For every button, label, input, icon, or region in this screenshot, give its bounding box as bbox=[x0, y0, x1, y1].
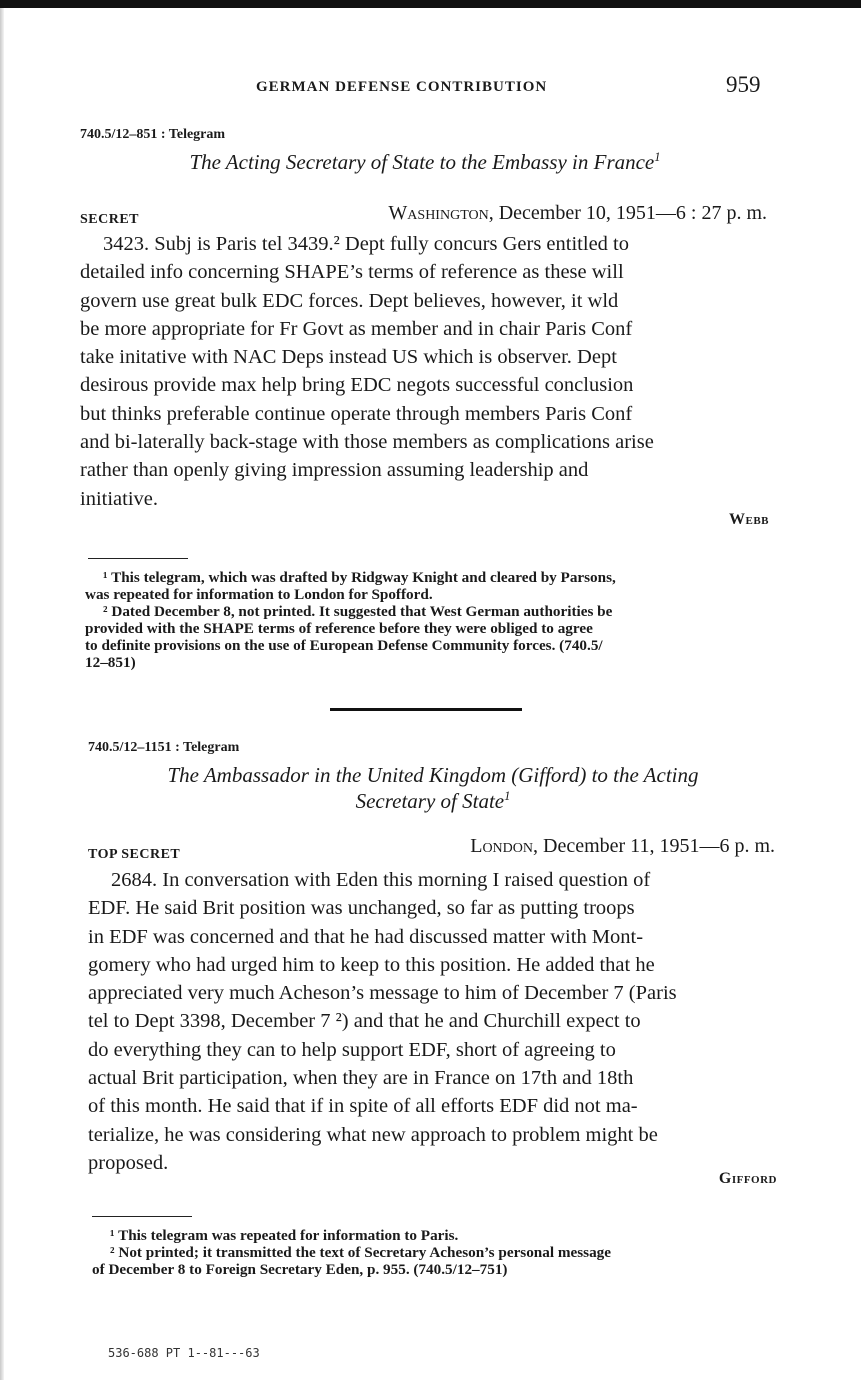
doc1-footnote-line: ¹ This telegram, which was drafted by Ridgway Knight and cleared by Parsons, bbox=[103, 569, 616, 586]
doc1-footnote-line: ² Dated December 8, not printed. It suggested that West German authorities be bbox=[103, 603, 613, 620]
doc2-body-line: actual Brit participation, when they are in France on 17th and 18th bbox=[88, 1067, 634, 1090]
doc1-title bbox=[80, 149, 770, 175]
doc2-title bbox=[88, 762, 778, 814]
doc1-body-line: but thinks preferable continue operate through members Paris Conf bbox=[80, 402, 633, 425]
doc2-title-line2 bbox=[88, 788, 778, 814]
doc1-dateline bbox=[388, 202, 767, 225]
doc2-dateline bbox=[470, 835, 775, 858]
scan-left-edge bbox=[0, 8, 4, 1380]
doc2-body-line: EDF. He said Brit position was unchanged, so far as putting troops bbox=[88, 897, 635, 920]
doc2-body bbox=[88, 866, 778, 1177]
doc1-signature: Webb bbox=[728, 511, 769, 528]
doc1-body-line: and bi-laterally back-stage with those members as complications arise bbox=[80, 431, 654, 454]
doc2-body-line: 2684. In conversation with Eden this morning I raised question of bbox=[111, 869, 651, 891]
doc1-body-line: rather than openly giving impression assuming leadership and bbox=[80, 459, 589, 482]
doc2-body-line: do everything they can to help support EDF, short of agreeing to bbox=[88, 1038, 616, 1061]
print-code: 536-688 PT 1--81---63 bbox=[108, 1346, 260, 1360]
doc2-classification: TOP SECRET bbox=[88, 847, 181, 862]
doc2-footnotes bbox=[92, 1227, 782, 1278]
doc2-body-line: terialize, he was considering what new approach to problem might be bbox=[88, 1123, 658, 1146]
doc1-body-line: desirous provide max help bring EDC negots successful conclusion bbox=[80, 374, 634, 397]
doc1-body-line: be more appropriate for Fr Govt as member and in chair Paris Conf bbox=[80, 317, 633, 340]
doc1-footnotes bbox=[85, 569, 775, 671]
doc1-footnote-rule bbox=[88, 558, 188, 559]
doc2-date: , December 11, 1951—6 p. m. bbox=[533, 835, 775, 857]
doc1-body bbox=[80, 230, 770, 513]
doc2-signature: Gifford bbox=[718, 1170, 777, 1187]
scan-top-border bbox=[0, 0, 861, 8]
doc2-body-line: in EDF was concerned and that he had discussed matter with Mont- bbox=[88, 925, 644, 948]
doc1-footnote-line: to definite provisions on the use of European Defense Community forces. (740.5/ bbox=[85, 637, 603, 654]
doc1-file-number: 740.5/12–851 : Telegram bbox=[80, 127, 226, 142]
doc2-footnote-line: of December 8 to Foreign Secretary Eden, p. 955. (740.5/12–751) bbox=[92, 1261, 508, 1278]
doc1-place: Washington bbox=[388, 202, 489, 224]
doc1-footnote-line: provided with the SHAPE terms of reference before they were obliged to agree bbox=[85, 620, 593, 637]
doc2-file-number: 740.5/12–1151 : Telegram bbox=[88, 740, 240, 755]
doc2-body-line: appreciated very much Acheson’s message to him of December 7 (Paris bbox=[88, 982, 677, 1005]
section-divider bbox=[330, 708, 522, 711]
page-number: 959 bbox=[726, 72, 761, 97]
doc2-footnote-line: ¹ This telegram was repeated for information to Paris. bbox=[110, 1227, 459, 1244]
doc2-footnote-rule bbox=[92, 1216, 192, 1217]
doc1-body-line: govern use great bulk EDC forces. Dept believes, however, it wld bbox=[80, 289, 619, 312]
doc1-classification: SECRET bbox=[80, 212, 140, 227]
doc1-title-footnote-ref: 1 bbox=[654, 150, 661, 164]
doc1-body-line: initiative. bbox=[80, 487, 158, 510]
doc1-date: , December 10, 1951—6 : 27 p. m. bbox=[488, 202, 767, 224]
doc1-footnote-line: 12–851) bbox=[85, 654, 136, 671]
doc1-body-line: detailed info concerning SHAPE’s terms of reference as these will bbox=[80, 261, 624, 284]
doc2-title-line1: The Ambassador in the United Kingdom (Gifford) to the Acting bbox=[167, 763, 699, 787]
running-head: GERMAN DEFENSE CONTRIBUTION bbox=[256, 79, 548, 95]
doc2-title-footnote-ref: 1 bbox=[504, 789, 511, 803]
doc1-body-line: 3423. Subj is Paris tel 3439.² Dept fully concurs Gers entitled to bbox=[103, 233, 629, 255]
doc2-body-line: tel to Dept 3398, December 7 ²) and that he and Churchill expect to bbox=[88, 1010, 641, 1033]
doc1-footnote-line: was repeated for information to London for Spofford. bbox=[85, 586, 433, 603]
doc1-body-line: take initative with NAC Deps instead US which is observer. Dept bbox=[80, 346, 617, 369]
doc2-body-line: proposed. bbox=[88, 1151, 169, 1174]
doc2-footnote-line: ² Not printed; it transmitted the text of Secretary Acheson’s personal message bbox=[110, 1244, 612, 1261]
doc2-body-line: of this month. He said that if in spite of all efforts EDF did not ma- bbox=[88, 1095, 638, 1118]
doc2-body-line: gomery who had urged him to keep to this position. He added that he bbox=[88, 953, 655, 976]
doc2-place: London bbox=[470, 835, 534, 857]
doc1-title-text: The Acting Secretary of State to the Embassy in France bbox=[189, 150, 655, 174]
doc2-title-line2-text: Secretary of State bbox=[355, 789, 505, 813]
